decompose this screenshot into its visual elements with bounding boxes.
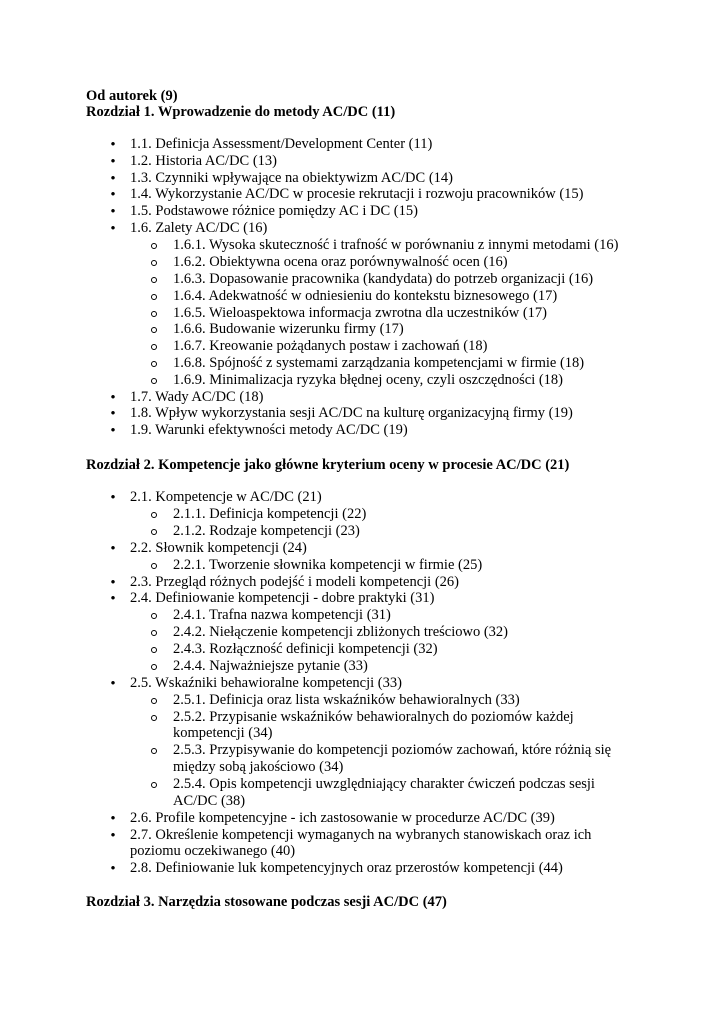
- toc-subitem-2-5-4: 2.5.4. Opis kompetencji uwzględniający charakter ćwiczeń podczas sesji: [173, 776, 595, 792]
- toc-subitem-2-4-4: 2.4.4. Najważniejsze pytanie (33): [173, 658, 368, 674]
- bullet-icon: •: [110, 154, 116, 170]
- bullet-icon: •: [110, 828, 116, 844]
- bullet-icon: •: [110, 187, 116, 203]
- bullet-icon: •: [110, 406, 116, 422]
- toc-item-2-7: 2.7. Określenie kompetencji wymaganych na wybranych stanowiskach oraz ich: [130, 827, 592, 843]
- toc-item-2-2: 2.2. Słownik kompetencji (24): [130, 540, 307, 556]
- toc-item-2-6: 2.6. Profile kompetencyjne - ich zastosowanie w procedurze AC/DC (39): [130, 810, 555, 826]
- toc-item-1-1: 1.1. Definicja Assessment/Development Center (11): [130, 136, 433, 152]
- circle-bullet-icon: [151, 664, 157, 670]
- bullet-icon: •: [110, 221, 116, 237]
- circle-bullet-icon: [151, 647, 157, 653]
- circle-bullet-icon: [151, 782, 157, 788]
- toc-item-1-8: 1.8. Wpływ wykorzystania sesji AC/DC na kulturę organizacyjną firmy (19): [130, 405, 573, 421]
- circle-bullet-icon: [151, 260, 157, 266]
- bullet-icon: •: [110, 541, 116, 557]
- toc-subitem-1-6-7: 1.6.7. Kreowanie pożądanych postaw i zachowań (18): [173, 338, 488, 354]
- circle-bullet-icon: [151, 748, 157, 754]
- toc-subitem-1-6-4: 1.6.4. Adekwatność w odniesieniu do kontekstu biznesowego (17): [173, 288, 558, 304]
- circle-bullet-icon: [151, 698, 157, 704]
- toc-item-2-4: 2.4. Definiowanie kompetencji - dobre praktyki (31): [130, 590, 435, 606]
- circle-bullet-icon: [151, 613, 157, 619]
- circle-bullet-icon: [151, 630, 157, 636]
- bullet-icon: •: [110, 591, 116, 607]
- bullet-icon: •: [110, 811, 116, 827]
- toc-item-1-9: 1.9. Warunki efektywności metody AC/DC (19): [130, 422, 408, 438]
- toc-subitem-2-4-3: 2.4.3. Rozłączność definicji kompetencji (32): [173, 641, 438, 657]
- toc-subitem-1-6-9: 1.6.9. Minimalizacja ryzyka błędnej oceny, czyli oszczędności (18): [173, 372, 564, 388]
- toc-subitem-2-5-3: 2.5.3. Przypisywanie do kompetencji poziomów zachowań, które różnią się: [173, 742, 612, 758]
- toc-item-1-2: 1.2. Historia AC/DC (13): [130, 153, 278, 169]
- bullet-icon: •: [110, 137, 116, 153]
- toc-subitem-1-6-3: 1.6.3. Dopasowanie pracownika (kandydata) do potrzeb organizacji (16): [173, 271, 594, 287]
- toc-item-2-5: 2.5. Wskaźniki behawioralne kompetencji (33): [130, 675, 402, 691]
- circle-bullet-icon: [151, 327, 157, 333]
- toc-subitem-2-5-3-cont: między sobą jakościowo (34): [173, 759, 344, 775]
- toc-heading-rozdzial-3: Rozdział 3. Narzędzia stosowane podczas sesji AC/DC (47): [86, 894, 447, 910]
- toc-subitem-1-6-8: 1.6.8. Spójność z systemami zarządzania kompetencjami w firmie (18): [173, 355, 585, 371]
- toc-subitem-2-5-4-cont: AC/DC (38): [173, 793, 246, 809]
- circle-bullet-icon: [151, 311, 157, 317]
- circle-bullet-icon: [151, 715, 157, 721]
- toc-subitem-1-6-1: 1.6.1. Wysoka skuteczność i trafność w porównaniu z innymi metodami (16): [173, 237, 619, 253]
- bullet-icon: •: [110, 861, 116, 877]
- circle-bullet-icon: [151, 344, 157, 350]
- bullet-icon: •: [110, 490, 116, 506]
- toc-item-2-8: 2.8. Definiowanie luk kompetencyjnych oraz przerostów kompetencji (44): [130, 860, 563, 876]
- toc-item-1-6: 1.6. Zalety AC/DC (16): [130, 220, 268, 236]
- circle-bullet-icon: [151, 243, 157, 249]
- circle-bullet-icon: [151, 294, 157, 300]
- toc-item-1-5: 1.5. Podstawowe różnice pomiędzy AC i DC (15): [130, 203, 418, 219]
- bullet-icon: •: [110, 204, 116, 220]
- circle-bullet-icon: [151, 361, 157, 367]
- bullet-icon: •: [110, 390, 116, 406]
- toc-heading-rozdzial-1: Rozdział 1. Wprowadzenie do metody AC/DC (11): [86, 104, 396, 120]
- toc-subitem-2-4-2: 2.4.2. Niełączenie kompetencji zbliżonych treściowo (32): [173, 624, 508, 640]
- toc-heading-od-autorek: Od autorek (9): [86, 88, 178, 104]
- circle-bullet-icon: [151, 277, 157, 283]
- toc-item-1-7: 1.7. Wady AC/DC (18): [130, 389, 264, 405]
- toc-heading-rozdzial-2: Rozdział 2. Kompetencje jako główne kryterium oceny w procesie AC/DC (21): [86, 457, 570, 473]
- circle-bullet-icon: [151, 529, 157, 535]
- toc-subitem-2-4-1: 2.4.1. Trafna nazwa kompetencji (31): [173, 607, 391, 623]
- toc-subitem-1-6-5: 1.6.5. Wieloaspektowa informacja zwrotna dla uczestników (17): [173, 305, 548, 321]
- toc-subitem-2-5-2: 2.5.2. Przypisanie wskaźników behawioralnych do poziomów każdej: [173, 709, 574, 725]
- toc-item-2-1: 2.1. Kompetencje w AC/DC (21): [130, 489, 322, 505]
- circle-bullet-icon: [151, 563, 157, 569]
- toc-subitem-2-1-1: 2.1.1. Definicja kompetencji (22): [173, 506, 367, 522]
- circle-bullet-icon: [151, 378, 157, 384]
- toc-subitem-2-5-2-cont: kompetencji (34): [173, 725, 273, 741]
- bullet-icon: •: [110, 676, 116, 692]
- toc-item-1-4: 1.4. Wykorzystanie AC/DC w procesie rekrutacji i rozwoju pracowników (15): [130, 186, 584, 202]
- toc-item-2-7-cont: poziomu oczekiwanego (40): [130, 843, 296, 859]
- bullet-icon: •: [110, 171, 116, 187]
- toc-subitem-2-5-1: 2.5.1. Definicja oraz lista wskaźników behawioralnych (33): [173, 692, 520, 708]
- toc-subitem-1-6-2: 1.6.2. Obiektywna ocena oraz porównywalność ocen (16): [173, 254, 508, 270]
- bullet-icon: •: [110, 423, 116, 439]
- toc-subitem-1-6-6: 1.6.6. Budowanie wizerunku firmy (17): [173, 321, 404, 337]
- toc-item-1-3: 1.3. Czynniki wpływające na obiektywizm AC/DC (14): [130, 170, 453, 186]
- circle-bullet-icon: [151, 512, 157, 518]
- bullet-icon: •: [110, 575, 116, 591]
- toc-item-2-3: 2.3. Przegląd różnych podejść i modeli kompetencji (26): [130, 574, 459, 590]
- toc-subitem-2-1-2: 2.1.2. Rodzaje kompetencji (23): [173, 523, 360, 539]
- toc-subitem-2-2-1: 2.2.1. Tworzenie słownika kompetencji w firmie (25): [173, 557, 483, 573]
